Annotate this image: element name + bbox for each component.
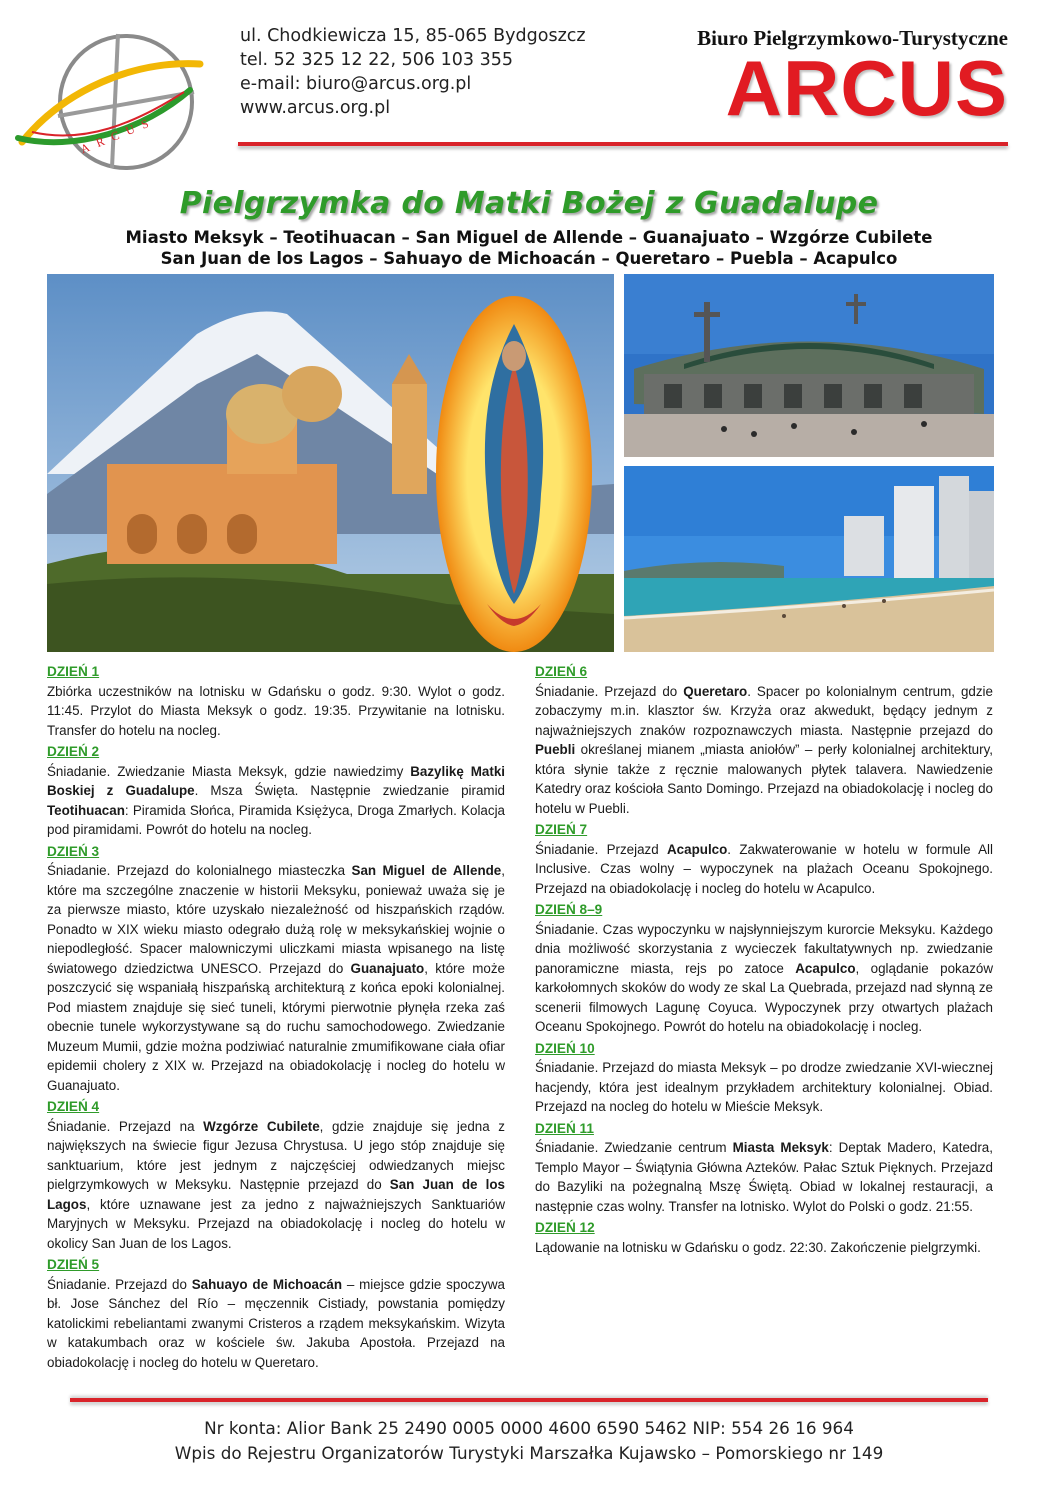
- day-description: [535, 840, 993, 899]
- footer-bank-account: Nr konta: Alior Bank 25 2490 0005 0000 4600 6590 5462 NIP: 554 26 16 964: [204, 1418, 854, 1438]
- day-heading: DZIEŃ 6: [535, 664, 588, 679]
- day-highlight: Bazylikę Matki Boskiej z Guadalupe: [47, 763, 505, 798]
- itinerary-day: [47, 742, 505, 840]
- day-heading: DZIEŃ 2: [47, 744, 100, 759]
- itinerary-day: [535, 900, 993, 1037]
- day-text: określanej mianem „miasta aniołów” – perły kolonialnej architektury, która słynie także z ręcznie malowanych płytek talavera. Nawiedzenie Katedry oraz kościoła Santo Domingo. Przejazd na obiadokolację i nocleg do hotelu w Puebli.: [535, 742, 993, 816]
- day-description: [535, 1058, 993, 1117]
- day-text: . Spacer po kolonialnym centrum, gdzie zobaczymy m.in. klasztor św. Krzyża oraz akwedukt, będący jednym z najważniejszych znaków rozpoznawczych miasta. Następnie przejazd do: [535, 683, 993, 738]
- day-highlight: Acapulco: [667, 841, 728, 857]
- day-text: – miejsce gdzie spoczywa bł. Jose Sánchez del Río – męczennik Cistiady, powstania pomiędzy katolickimi rebeliantami zwanymi Cristeros a rządem meksykańskim. Wizyta w katakumbach oraz w kościele św. Jakuba Apostoła. Przejazd na obiadokolację i nocleg do hotelu w Queretaro.: [47, 1276, 505, 1370]
- agency-branding: [697, 26, 1008, 132]
- day-text: Śniadanie. Zwiedzanie Miasta Meksyk, gdzie nawiedzimy: [47, 763, 411, 779]
- route-line-1: Miasto Meksyk – Teotihuacan – San Miguel de Allende – Guanajuato – Wzgórze Cubilete: [125, 228, 933, 247]
- itinerary-day: [47, 662, 505, 740]
- day-highlight: San Juan de los Lagos: [47, 1177, 505, 1212]
- photo-basilica-guadalupe: [624, 274, 994, 457]
- day-text: Śniadanie. Przejazd do: [47, 1276, 192, 1292]
- contact-address: ul. Chodkiewicza 15, 85-065 Bydgoszcz: [240, 26, 586, 46]
- route-line-2: San Juan de los Lagos – Sahuayo de Michoacán – Queretaro – Puebla – Acapulco: [160, 249, 898, 268]
- day-text: Śniadanie. Przejazd do kolonialnego miasteczka: [47, 863, 352, 878]
- itinerary-right-column: [535, 662, 993, 1259]
- page-title: Pielgrzymka do Matki Bożej z Guadalupe: [179, 186, 879, 221]
- day-text: Śniadanie. Przejazd do miasta Meksyk – po drodze zwiedzanie XVI-wiecznej hacjendy, która jest idealnym przykładem architektury kolonialnej. Obiad. Przejazd na nocleg do hotelu w Mieście Meksyk.: [535, 1060, 993, 1114]
- day-text: Śniadanie. Przejazd na: [47, 1118, 204, 1134]
- day-text: Zbiórka uczestników na lotnisku w Gdańsku o godz. 9:30. Wylot o godz. 11:45. Przylot do Miasta Meksyk o godz. 19:35. Przywitanie na lotnisku. Transfer do hotelu na nocleg.: [47, 683, 505, 738]
- day-description: [535, 1138, 993, 1216]
- itinerary-day: [47, 1255, 505, 1372]
- day-highlight: Miasta Meksyk: [732, 1140, 829, 1155]
- day-highlight: Queretaro: [683, 683, 748, 699]
- day-description: [47, 861, 505, 1095]
- itinerary-day: [535, 1119, 993, 1217]
- day-text: : Piramida Słońca, Piramida Księżyca, Droga Zmarłych. Kolacja pod piramidami. Powrót do hotelu na nocleg.: [47, 802, 505, 837]
- contact-website[interactable]: www.arcus.org.pl: [240, 98, 391, 118]
- contact-block: [240, 24, 586, 120]
- day-description: [535, 1238, 993, 1258]
- day-text: , które ma szczególne znaczenie w historii Meksyku, ponieważ uważa się je za pierwsze miasto, które uzyskało niezależność od hiszpańskich rządów. Ponadto w XIX wieku miasto odegrało dużą rolę w meksykańskiej wojnie o niepodległość. Spacer malowniczymi uliczkami miasta wpisanego na listę światowego dziedzictwa UNESCO. Przejazd do: [47, 863, 505, 976]
- itinerary-day: [535, 820, 993, 898]
- day-text: Śniadanie. Przejazd: [535, 841, 668, 857]
- day-heading: DZIEŃ 1: [47, 664, 100, 679]
- day-highlight: Puebli: [535, 742, 576, 757]
- day-description: [47, 762, 505, 840]
- day-description: [47, 1275, 505, 1373]
- day-heading: DZIEŃ 12: [535, 1220, 595, 1235]
- arcus-logo: [14, 20, 210, 170]
- day-text: , które uznawane jest za jedno z najważniejszych Sanktuariów Maryjnych w Meksyku. Przejazd na obiadokolację i nocleg do hotelu w okolicy San Juan de los Lagos.: [47, 1196, 505, 1251]
- contact-phone: tel. 52 325 12 22, 506 103 355: [240, 50, 513, 70]
- day-text: Śniadanie. Przejazd do: [535, 683, 684, 699]
- day-highlight: Sahuayo de Michoacán: [191, 1276, 343, 1292]
- day-text: Śniadanie. Czas wypoczynku w najsłynniejszym kurorcie Meksyku. Każdego dnia możliwość skorzystania z wycieczek fakultatywnych np. zwiedzanie panoramiczne miasta, rejs po zatoce: [535, 921, 993, 976]
- day-highlight: Teotihuacan: [47, 802, 125, 818]
- day-text: : Deptak Madero, Katedra, Templo Mayor – Świątynia Główna Azteków. Pałac Sztuk Pięknych. Przejazd do Bazyliki na pożegnalną Mszę Świętą. Obiad w lokalnej restauracji, a następnie czas wolny. Transfer na lotnisko. Wylot do Polski o godz. 21:55.: [535, 1140, 993, 1214]
- day-heading: DZIEŃ 4: [47, 1099, 100, 1114]
- day-heading: DZIEŃ 3: [47, 843, 100, 859]
- day-heading: DZIEŃ 10: [535, 1040, 595, 1056]
- contact-email[interactable]: e-mail: biuro@arcus.org.pl: [240, 74, 472, 94]
- itinerary-day: [535, 1039, 993, 1117]
- day-text: . Zakwaterowanie w hotelu w formule All Inclusive. Czas wolny – wypoczynek na plażach Oceanu Spokojnego. Przejazd na obiadokolację i nocleg do hotelu w Acapulco.: [535, 841, 993, 896]
- photo-acapulco-beach: [624, 466, 994, 652]
- svg-text:ARCUS: ARCUS: [78, 113, 158, 157]
- day-heading: DZIEŃ 8–9: [535, 902, 603, 917]
- agency-subtitle: Biuro Pielgrzymkowo-Turystyczne: [697, 26, 1008, 50]
- agency-brand-name: ARCUS: [725, 44, 1008, 132]
- day-text: , gdzie znajduje się jedna z największych na świecie figur Jezusa Chrystusa. U jego stóp znajduje się sanktuarium, które jest jednym z najczęściej odwiedzanych miejsc pielgrzymkowych w Meksyku. Następnie przejazd do: [47, 1118, 505, 1192]
- itinerary-day: [47, 842, 505, 1096]
- day-text: , które może poszczycić się wspaniałą hiszpańską architekturą z końca epoki kolonialnej. Pod miastem znajduje się sieć tuneli, którymi pierwotnie płynęła rzeka zaś obecnie tunele wykorzystywane są do ruchu samochodowego. Zwiedzanie Muzeum Mumii, gdzie można podziwiać naturalnie zmumifikowane ciała ofiar epidemii cholery z XIX w. Przejazd na obiadokolację i nocleg do hotelu w Guanajuato.: [47, 960, 505, 1093]
- day-description: [535, 920, 993, 1037]
- day-text: Lądowanie na lotnisku w Gdańsku o godz. 22:30. Zakończenie pielgrzymki.: [535, 1239, 981, 1255]
- day-description: [47, 682, 505, 741]
- day-text: Śniadanie. Zwiedzanie centrum: [535, 1140, 733, 1155]
- day-highlight: San Miguel de Allende: [351, 863, 502, 878]
- day-highlight: Acapulco: [795, 960, 856, 976]
- photo-church-volcano-guadalupe: [47, 274, 614, 652]
- day-description: [47, 1117, 505, 1254]
- itinerary-day: [535, 662, 993, 818]
- itinerary-day: [47, 1097, 505, 1253]
- day-heading: DZIEŃ 7: [535, 822, 588, 837]
- day-text: . Msza Święta. Następnie zwiedzanie piramid: [194, 783, 505, 798]
- itinerary-day: [535, 1218, 993, 1257]
- footer-registry: Wpis do Rejestru Organizatorów Turystyki Marszałka Kujawsko – Pomorskiego nr 149: [174, 1443, 884, 1463]
- header-divider: [238, 142, 1008, 146]
- footer-divider: [70, 1398, 988, 1402]
- itinerary-left-column: [47, 662, 505, 1374]
- day-heading: DZIEŃ 11: [535, 1120, 594, 1136]
- day-text: , oglądanie pokazów karkołomnych skoków do wody ze skal La Quebrada, przejazd nad słynną ze scenerii filmowych Lagunę Coyuca. Wypoczynek przy otwartych plażach Oceanu Spokojnego. Powrót do hotelu na obiadokolację i nocleg.: [535, 960, 994, 1034]
- day-highlight: Guanajuato: [350, 960, 425, 976]
- day-highlight: Wzgórze Cubilete: [203, 1118, 320, 1134]
- day-description: [535, 682, 993, 819]
- day-heading: DZIEŃ 5: [47, 1257, 100, 1272]
